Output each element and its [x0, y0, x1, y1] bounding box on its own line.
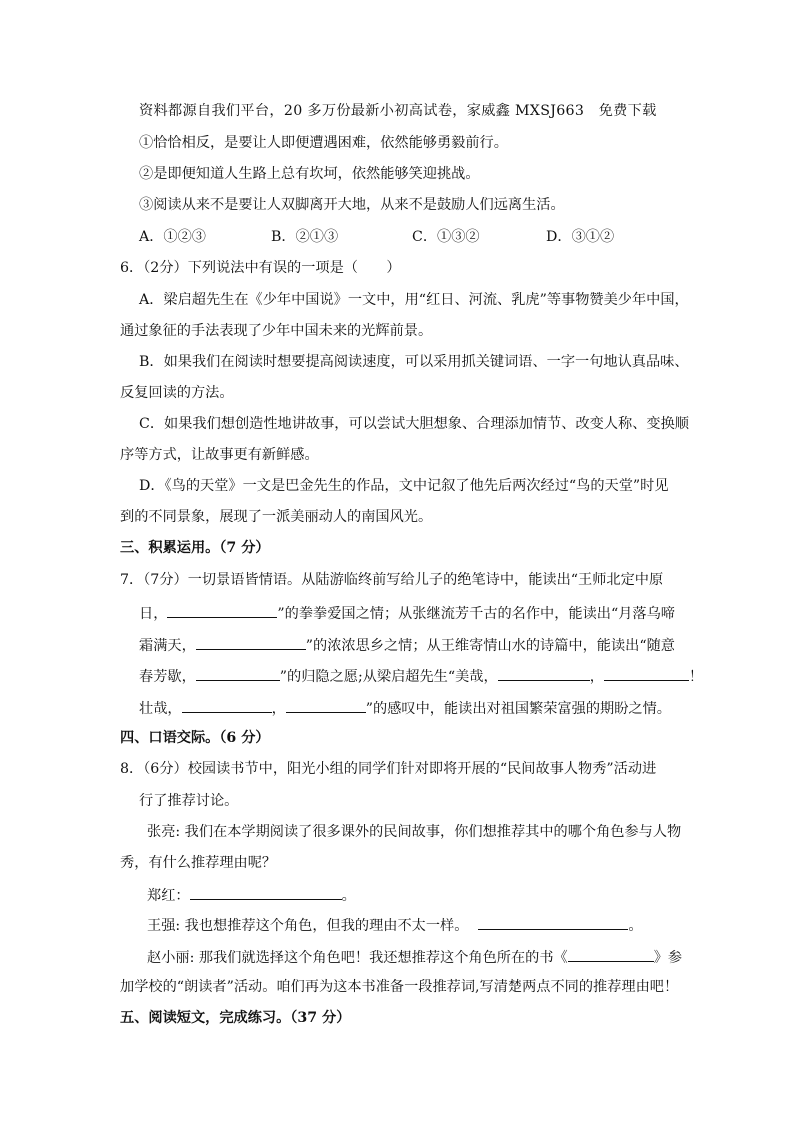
q6-a-line-2: 通过象征的手法表现了少年中国未来的光辉前景。	[120, 323, 433, 339]
q6-c-line-1: C．如果我们想创造性地讲故事，可以尝试大胆想象、合理添加情节、改变人称、变换顺	[139, 416, 689, 432]
q7-blank-4[interactable]	[498, 665, 590, 681]
q6-d-line-1: D．《鸟的天堂》一文是巴金先生的作品，文中记叙了他先后两次经过“鸟的天堂”时见	[139, 478, 669, 494]
q7-line-2: 日， ”的拳拳爱国之情；从张继流芳千古的名作中，能读出“月落乌啼	[139, 602, 675, 624]
q7-blank-2[interactable]	[196, 634, 306, 650]
q6-stem: 6．（2分）下列说法中有误的一项是（ ）	[120, 260, 401, 276]
q6-c-line-2: 序等方式，让故事更有新鲜感。	[120, 447, 319, 463]
q7-line-5: 壮哉， ， ”的感叹中，能读出对祖国繁荣富强的期盼之情。	[139, 697, 671, 719]
q7-blank-5[interactable]	[604, 665, 689, 681]
q8-zhang-line-1: 张亮: 我们在本学期阅读了很多课外的民间故事，你们想推荐其中的哪个角色参与人物	[147, 824, 682, 840]
q6-d-line-2: 到的不同景象，展现了一派美丽动人的南国风光。	[120, 509, 433, 525]
q7-blank-1[interactable]	[167, 602, 277, 618]
q5-option-c: C．①③②	[412, 229, 480, 245]
q8-wang-line: 王强: 我也想推荐这个角色，但我的理由不太一样。 。	[147, 914, 643, 936]
q8-book-blank[interactable]	[568, 946, 654, 962]
q6-b-line-1: B．如果我们在阅读时想要提高阅读速度，可以采用抓关键词语、一字一句地认真品味、	[139, 354, 689, 370]
section-4-title: 四、口语交际。（6 分）	[120, 730, 270, 746]
q7-blank-6[interactable]	[182, 697, 272, 713]
q8-zheng-blank[interactable]	[190, 884, 342, 900]
q6-a-line-1: A．梁启超先生在《少年中国说》一文中，用“红日、河流、乳虎”等事物赞美少年中国，	[139, 292, 689, 308]
q7-blank-7[interactable]	[286, 697, 366, 713]
q5-option-d: D．③①②	[546, 229, 615, 245]
section-5-title: 五、阅读短文，完成练习。（37 分）	[120, 1010, 351, 1026]
q7-line-4: 春芳歇， ”的归隐之愿;从梁启超先生“美哉， ， ！	[139, 665, 703, 687]
q6-b-line-2: 反复回读的方法。	[120, 385, 234, 401]
q7-line-3: 霜满天， ”的浓浓思乡之情；从王维寄情山水的诗篇中，能读出“随意	[139, 634, 675, 656]
q5-option-a: A．①②③	[139, 229, 206, 245]
q5-item-3: ③阅读从来不是要让人双脚离开大地，从来不是鼓励人们远离生活。	[139, 197, 565, 213]
q8-line-2: 行了推荐讨论。	[139, 793, 239, 809]
q5-option-b: B．②①③	[271, 229, 339, 245]
q5-item-2: ②是即便知道人生路上总有坎坷，依然能够笑迎挑战。	[139, 166, 480, 182]
q7-blank-3[interactable]	[196, 665, 280, 681]
q8-zheng-line: 郑红： 。	[147, 884, 356, 906]
q8-wang-blank[interactable]	[478, 914, 628, 930]
section-3-title: 三、积累运用。（7 分）	[120, 540, 270, 556]
q5-item-1: ①恰恰相反，是要让人即便遭遇困难，依然能够勇毅前行。	[139, 135, 508, 151]
q7-line-1: 7．（7分）一切景语皆情语。从陆游临终前写给儿子的绝笔诗中，能读出“王师北定中原	[120, 572, 664, 588]
q8-zhao-line-1: 赵小丽: 那我们就选择这个角色吧！我还想推荐这个角色所在的书《 》参	[147, 946, 682, 968]
q8-zhang-line-2: 秀，有什么推荐理由呢？	[120, 855, 277, 871]
q8-line-1: 8．（6分）校园读书节中，阳光小组的同学们针对即将开展的“民间故事人物秀”活动进	[120, 761, 657, 777]
q8-zhao-line-2: 加学校的“朗读者”活动。咱们再为这本书准备一段推荐词,写清楚两点不同的推荐理由吧！	[120, 979, 679, 995]
header-line: 资料都源自我们平台，20 多万份最新小初高试卷，家威鑫 MXSJ663 免费下载	[139, 103, 657, 119]
